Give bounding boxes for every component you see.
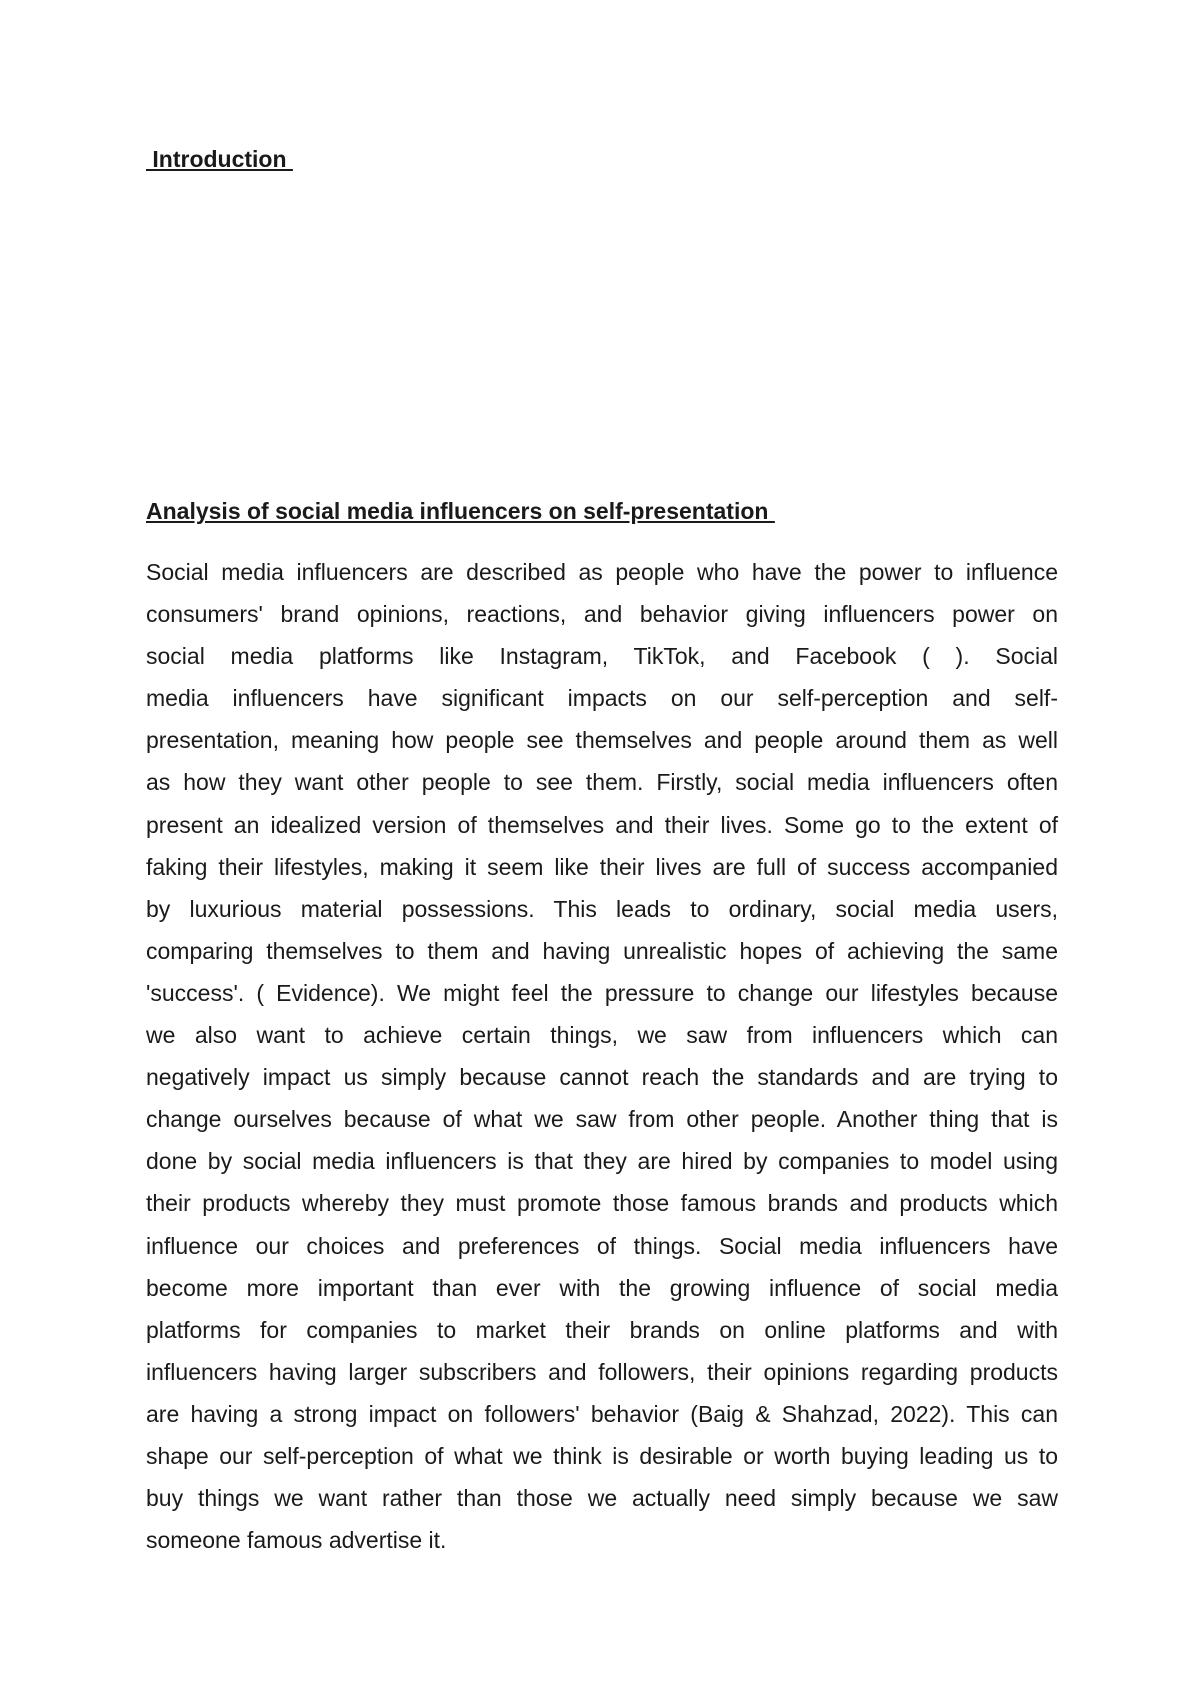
paragraph-line: platforms for companies to market their brands on online platforms and with — [146, 1316, 1058, 1343]
paragraph-line: buy things we want rather than those we actually need simply because we saw — [146, 1485, 1058, 1512]
paragraph-line: faking their lifestyles, making it seem like their lives are full of success accompanied — [146, 853, 1058, 880]
paragraph-line: shape our self-perception of what we think is desirable or worth buying leading us to — [146, 1442, 1058, 1469]
paragraph-line: present an idealized version of themselves and their lives. Some go to the extent of — [146, 811, 1058, 838]
paragraph-line: 'success'. ( Evidence). We might feel the pressure to change our lifestyles because — [146, 979, 1058, 1006]
paragraph-line: social media platforms like Instagram, TikTok, and Facebook ( ). Social — [146, 643, 1058, 670]
paragraph-line: as how they want other people to see them. Firstly, social media influencers often — [146, 769, 1058, 796]
paragraph-line: influencers having larger subscribers and followers, their opinions regarding products — [146, 1358, 1058, 1385]
introduction-heading: Introduction — [146, 146, 293, 172]
paragraph-line: consumers' brand opinions, reactions, and behavior giving influencers power on — [146, 601, 1058, 628]
paragraph-line: change ourselves because of what we saw from other people. Another thing that is — [146, 1106, 1058, 1133]
paragraph-line: by luxurious material possessions. This leads to ordinary, social media users, — [146, 895, 1058, 922]
paragraph-line: done by social media influencers is that they are hired by companies to model using — [146, 1148, 1058, 1175]
paragraph-line: comparing themselves to them and having unrealistic hopes of achieving the same — [146, 937, 1058, 964]
paragraph-line: we also want to achieve certain things, we saw from influencers which can — [146, 1022, 1058, 1049]
paragraph-line: are having a strong impact on followers' behavior (Baig & Shahzad, 2022). This can — [146, 1400, 1058, 1427]
paragraph-line: Social media influencers are described as people who have the power to influence — [146, 559, 1058, 585]
paragraph-line: their products whereby they must promote those famous brands and products which — [146, 1190, 1058, 1217]
body-paragraph — [146, 551, 1058, 1561]
paragraph-line: someone famous advertise it. — [146, 1527, 447, 1554]
paragraph-line: presentation, meaning how people see themselves and people around them as well — [146, 727, 1058, 754]
analysis-heading: Analysis of social media influencers on self-presentation — [146, 498, 775, 524]
paragraph-line: media influencers have significant impacts on our self-perception and self- — [146, 685, 1058, 712]
paragraph-line: become more important than ever with the growing influence of social media — [146, 1274, 1058, 1301]
paragraph-line: influence our choices and preferences of things. Social media influencers have — [146, 1232, 1058, 1259]
paragraph-line: negatively impact us simply because cannot reach the standards and are trying to — [146, 1064, 1058, 1091]
